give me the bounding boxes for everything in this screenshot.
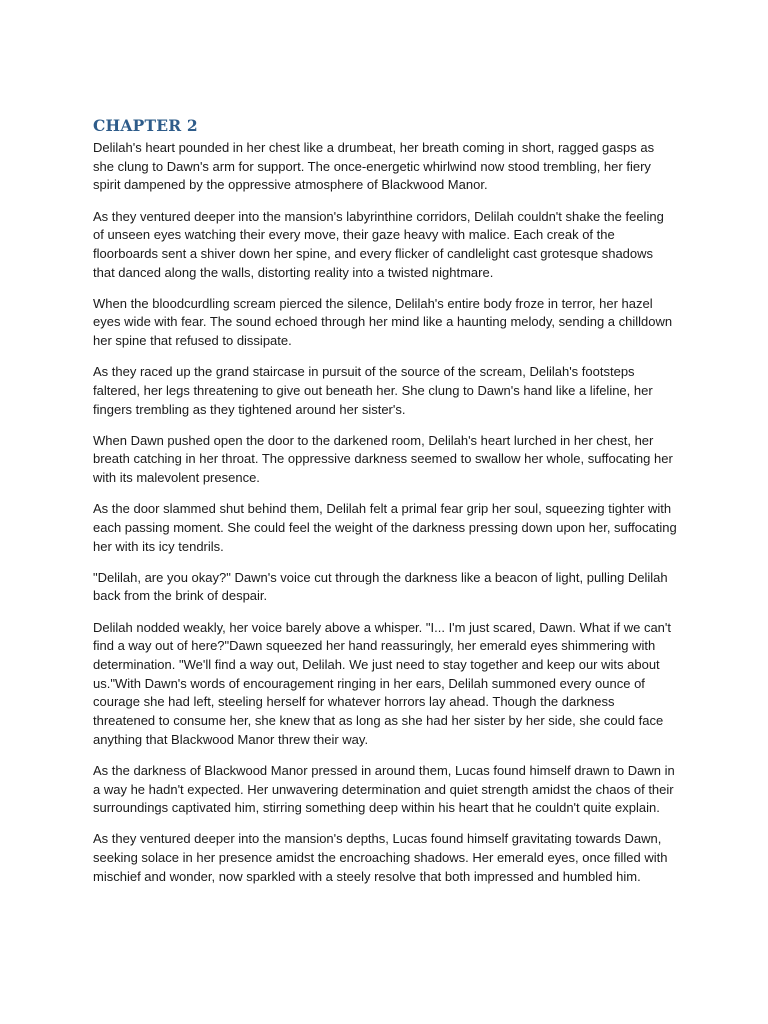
paragraph: As they ventured deeper into the mansion's depths, Lucas found himself gravitating towards Dawn, seeking solace in her presence amidst the encroaching shadows. Her emerald eyes, once filled with mischief and wonder, now sparkled with a steely resolve that both impressed and humbled him. <box>93 831 668 884</box>
document-page <box>93 116 678 899</box>
paragraph: As they ventured deeper into the mansion's labyrinthine corridors, Delilah couldn't shake the feeling of unseen eyes watching their every move, their gaze heavy with malice. Each creak of the floorboards sent a shiver down her spine, and every flicker of candlelight cast grotesque shadows that danced along the walls, distorting reality into a twisted nightmare. <box>93 208 664 280</box>
paragraph: Delilah nodded weakly, her voice barely above a whisper. "I... I'm just scared, Dawn. What if we can't find a way out of here?"Dawn squeezed her hand reassuringly, her emerald eyes shimmering with determination. "We'll find a way out, Delilah. We just need to stay together and keep our wits about us."With Dawn's words of encouragement ringing in her ears, Delilah summoned every ounce of courage she had left, steeling herself for whatever horrors lay ahead. Though the darkness threatened to consume her, she knew that as long as she had her sister by her side, she could face anything that Blackwood Manor threw their way. <box>93 619 671 747</box>
paragraph: "Delilah, are you okay?" Dawn's voice cut through the darkness like a beacon of light, pulling Delilah back from the brink of despair. <box>93 569 668 604</box>
paragraph: When Dawn pushed open the door to the darkened room, Delilah's heart lurched in her chest, her breath catching in her throat. The oppressive darkness seemed to swallow her whole, suffocating her with its malevolent presence. <box>93 432 673 486</box>
paragraph: As they raced up the grand staircase in pursuit of the source of the scream, Delilah's footsteps faltered, her legs threatening to give out beneath her. She clung to Dawn's hand like a lifeline, her fingers trembling as they tightened around her sister's. <box>93 364 653 417</box>
paragraph: Delilah's heart pounded in her chest like a drumbeat, her breath coming in short, ragged gasps as she clung to Dawn's arm for support. The once-energetic whirlwind now stood trembling, her fiery spirit dampened by the oppressive atmosphere of Blackwood Manor. <box>93 140 655 193</box>
paragraph: When the bloodcurdling scream pierced the silence, Delilah's entire body froze in terror, her hazel eyes wide with fear. The sound echoed through her mind like a haunting melody, sending a chilldown her spine that refused to dissipate. <box>93 295 673 349</box>
paragraph: As the door slammed shut behind them, Delilah felt a primal fear grip her soul, squeezing tighter with each passing moment. She could feel the weight of the darkness pressing down upon her, suffocating her with its icy tendrils. <box>93 501 677 554</box>
paragraph: As the darkness of Blackwood Manor pressed in around them, Lucas found himself drawn to Dawn in a way he hadn't expected. Her unwavering determination and quiet strength amidst the chaos of their surroundings captivated him, stirring something deep within his heart that he couldn't quite explain. <box>93 762 675 816</box>
chapter-title: CHAPTER 2 <box>93 116 198 135</box>
